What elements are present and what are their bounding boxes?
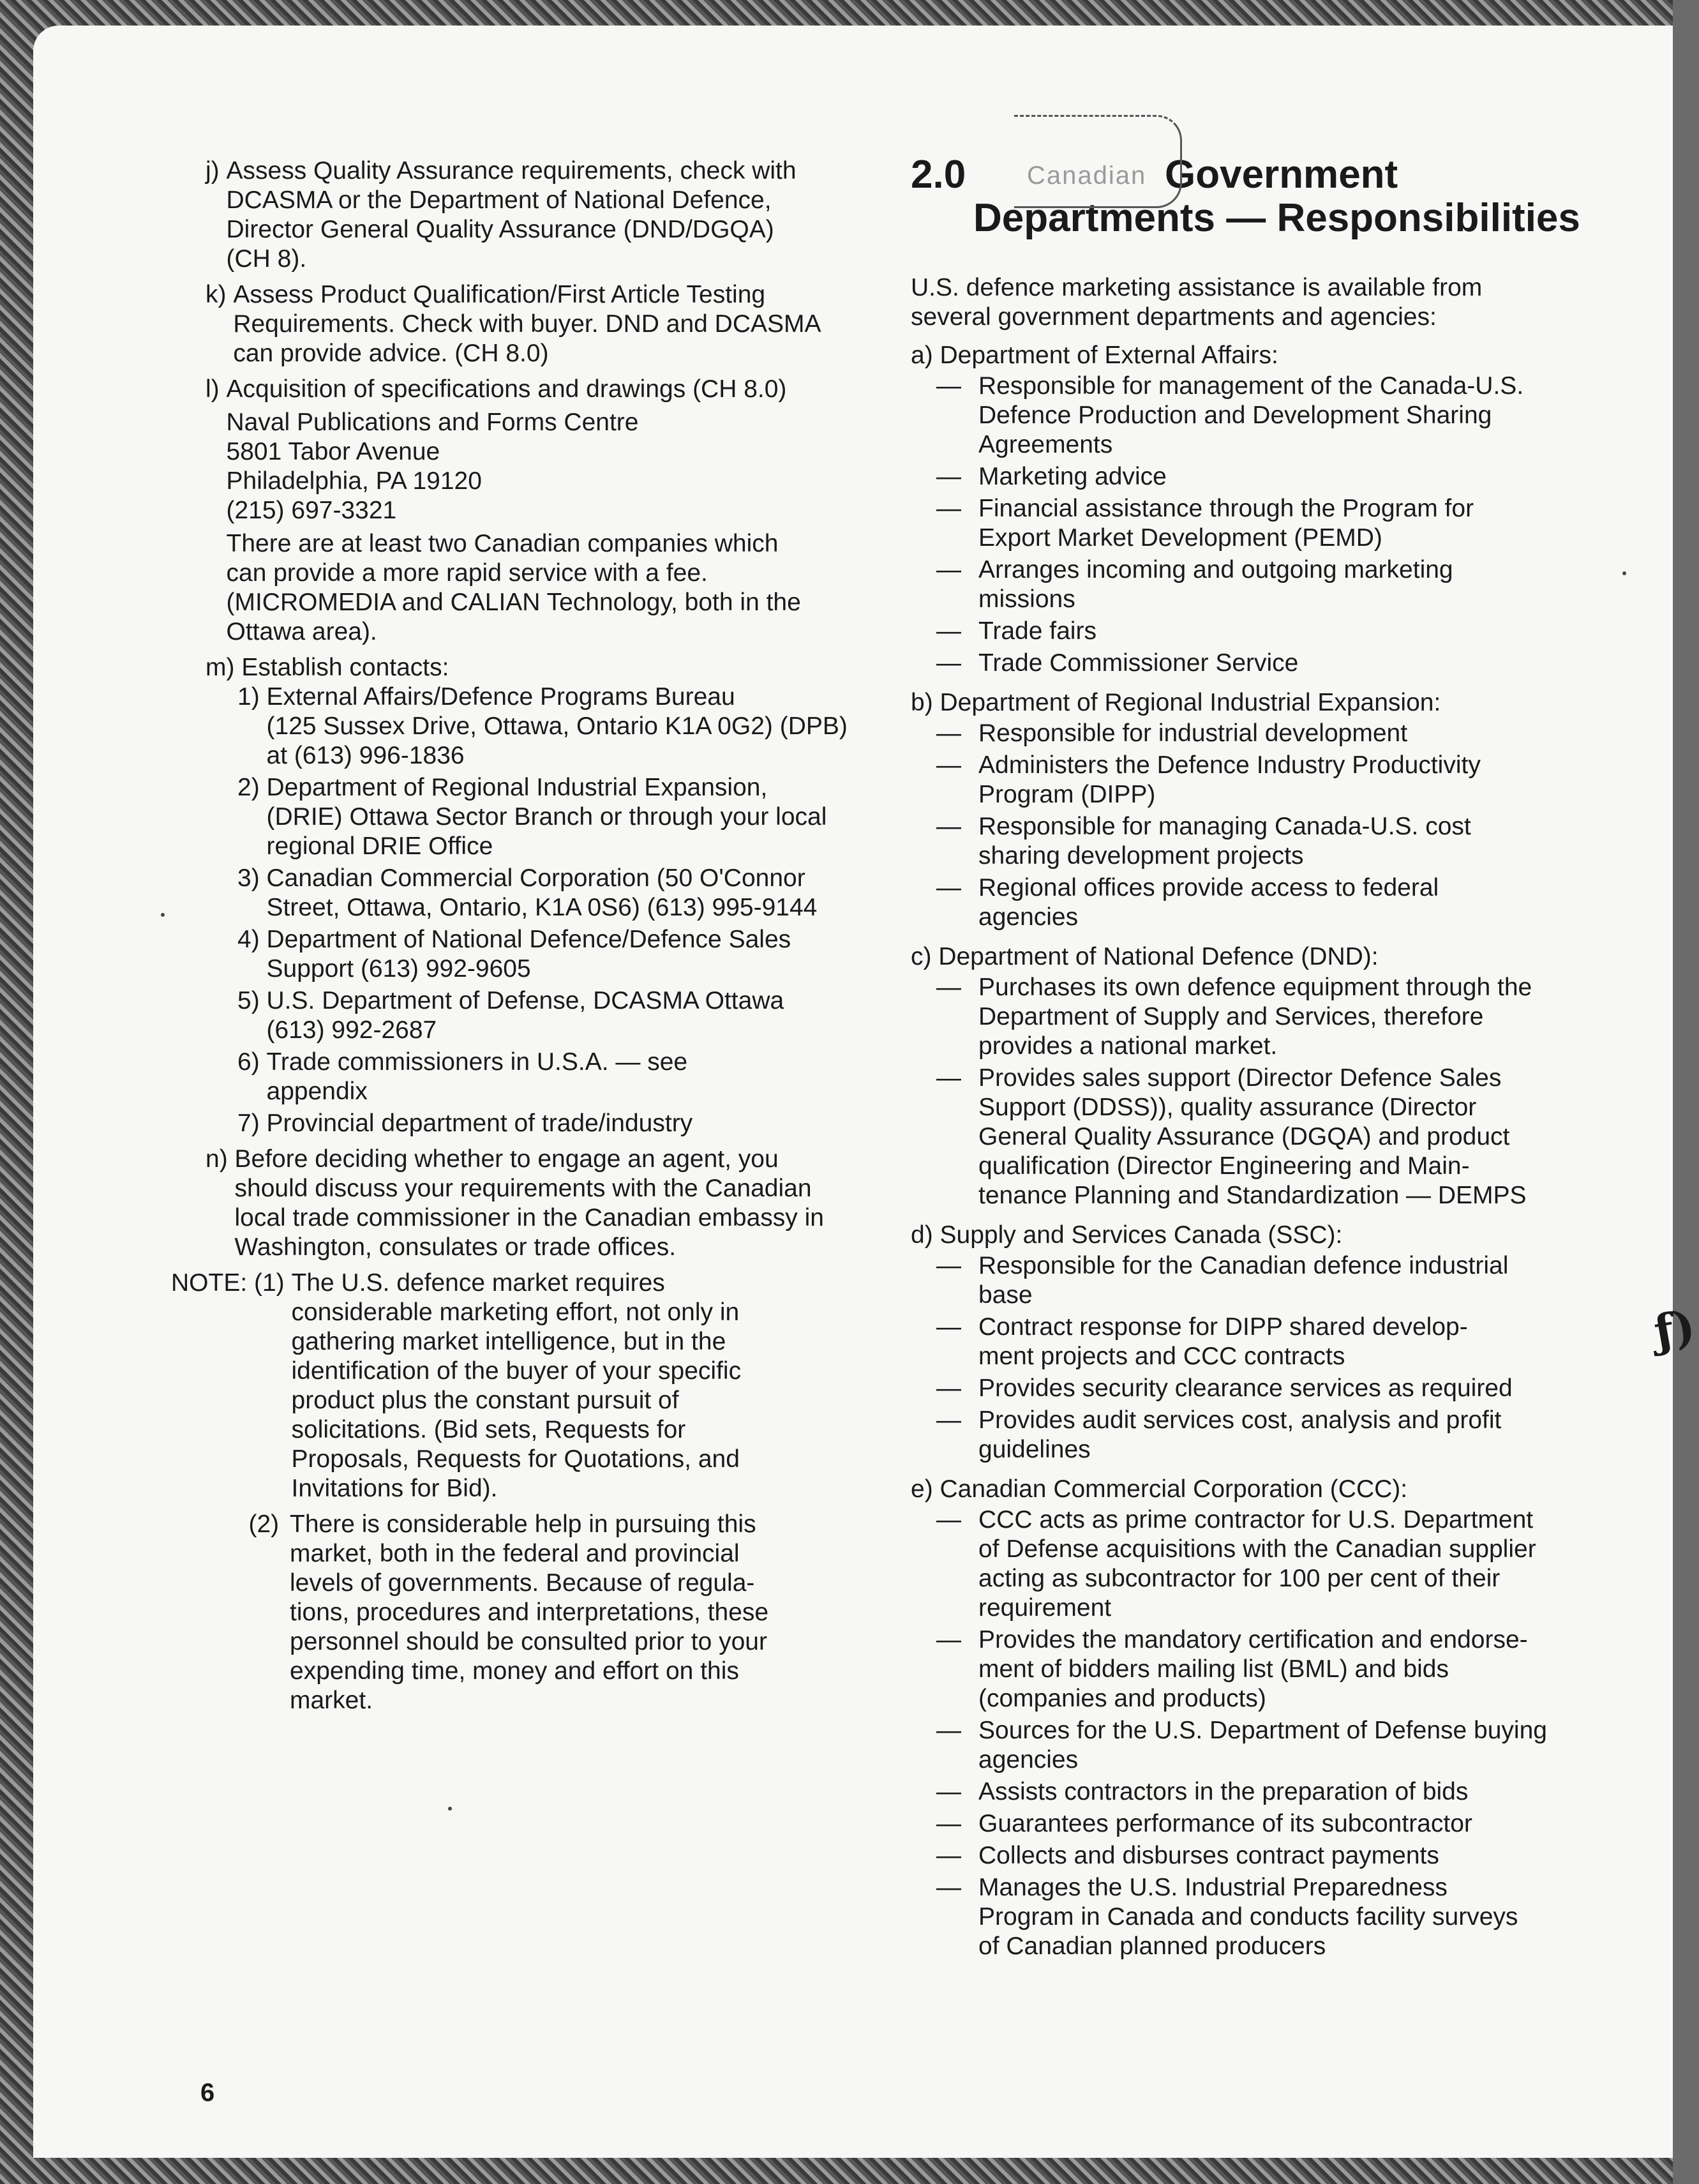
text-line: The U.S. defence market requires bbox=[291, 1269, 665, 1297]
speck bbox=[1622, 571, 1626, 575]
responsibility-item bbox=[936, 462, 1594, 492]
responsibility-list bbox=[936, 1505, 1594, 1961]
responsibility-text bbox=[978, 1625, 1594, 1713]
text-line: can provide advice. (CH 8.0) bbox=[233, 340, 549, 367]
text-line: Trade Commissioner Service bbox=[978, 649, 1299, 677]
entry-number: 2) bbox=[237, 774, 267, 801]
responsibility-item bbox=[936, 1406, 1594, 1465]
text-line: U.S. defence marketing assistance is available from bbox=[911, 274, 1483, 301]
text-line: Sources for the U.S. Department of Defense buying bbox=[978, 1717, 1547, 1744]
responsibility-item bbox=[936, 1625, 1594, 1713]
contact-entry bbox=[237, 773, 882, 861]
entry-text bbox=[267, 773, 882, 861]
responsibility-text bbox=[978, 1716, 1594, 1775]
text-line: Department of Supply and Services, therefore bbox=[978, 1003, 1484, 1030]
item-label: l) bbox=[206, 375, 227, 403]
text-line: of Canadian planned producers bbox=[978, 1932, 1326, 1960]
item-text: Establish contacts: bbox=[241, 654, 449, 681]
text-line: Support (613) 992-9605 bbox=[266, 955, 531, 983]
dash-marker: — bbox=[936, 617, 961, 645]
text-line: There are at least two Canadian companies which bbox=[226, 530, 779, 557]
responsibility-item bbox=[936, 1841, 1594, 1871]
entry-text bbox=[267, 1048, 882, 1106]
text-line: Export Market Development (PEMD) bbox=[978, 524, 1382, 552]
text-line: agencies bbox=[978, 1746, 1079, 1774]
text-line: Canadian Commercial Corporation (50 O'Connor bbox=[266, 864, 805, 892]
text-line: (613) 992-2687 bbox=[266, 1016, 437, 1044]
text-line: ment of bidders mailing list (BML) and bids bbox=[978, 1655, 1449, 1683]
entry-number: 1) bbox=[237, 683, 267, 711]
contact-entry bbox=[237, 986, 882, 1045]
entry-number: 3) bbox=[237, 864, 267, 892]
text-line: U.S. Department of Defense, DCASMA Ottawa bbox=[266, 987, 784, 1014]
note-text bbox=[292, 1269, 882, 1503]
text-line: gathering market intelligence, but in the bbox=[291, 1328, 726, 1355]
department-entry bbox=[911, 688, 1594, 932]
entry-text bbox=[267, 864, 882, 923]
text-line: CCC acts as prime contractor for U.S. Department bbox=[978, 1506, 1534, 1533]
dash-marker: — bbox=[936, 813, 961, 840]
item-label: j) bbox=[206, 157, 227, 185]
text-line: should discuss your requirements with the Canadian bbox=[234, 1175, 812, 1202]
text-line: Responsible for management of the Canada-U.S. bbox=[978, 372, 1524, 400]
item-text bbox=[227, 156, 883, 274]
responsibility-item bbox=[936, 973, 1594, 1061]
entry-text bbox=[267, 1109, 882, 1138]
dash-marker: — bbox=[936, 1842, 961, 1869]
responsibility-text bbox=[978, 1406, 1594, 1465]
dash-marker: — bbox=[936, 719, 961, 747]
text-line: agencies bbox=[978, 903, 1079, 931]
text-line: sharing development projects bbox=[978, 842, 1304, 870]
text-line: several government departments and agencies: bbox=[911, 303, 1437, 331]
contact-entry bbox=[237, 925, 882, 984]
entry-text bbox=[267, 986, 882, 1045]
speck bbox=[448, 1807, 452, 1811]
text-line: Philadelphia, PA 19120 bbox=[226, 467, 482, 495]
text-line: Acquisition of specifications and drawings (CH 8.0) bbox=[226, 375, 787, 403]
text-line: Trade commissioners in U.S.A. — see bbox=[266, 1048, 688, 1076]
text-line: Street, Ottawa, Ontario, K1A 0S6) (613) 995-9144 bbox=[266, 894, 818, 921]
responsibility-item bbox=[936, 1777, 1594, 1807]
text-line: Department of National Defence/Defence Sales bbox=[266, 926, 791, 953]
text-line: of Defense acquisitions with the Canadian supplier bbox=[978, 1535, 1536, 1563]
text-line: at (613) 996-1836 bbox=[266, 742, 465, 769]
dash-marker: — bbox=[936, 1064, 961, 1092]
text-line: Responsible for the Canadian defence industrial bbox=[978, 1252, 1509, 1279]
note-block bbox=[171, 1269, 882, 1715]
contacts-item bbox=[206, 653, 882, 1138]
dash-marker: — bbox=[936, 1313, 961, 1341]
text-line: Contract response for DIPP shared develop- bbox=[978, 1313, 1468, 1341]
text-line: Regional offices provide access to federal bbox=[978, 874, 1439, 901]
note-text bbox=[290, 1510, 882, 1715]
page-number: 6 bbox=[200, 2079, 215, 2107]
text-line: considerable marketing effort, not only in bbox=[291, 1299, 740, 1326]
note-2 bbox=[171, 1510, 882, 1715]
text-line: can provide a more rapid service with a fee. bbox=[226, 559, 708, 587]
stamp-text: Canadian bbox=[1027, 162, 1147, 190]
responsibility-text bbox=[978, 973, 1594, 1061]
right-column bbox=[911, 153, 1594, 1971]
text-line: Marketing advice bbox=[978, 463, 1167, 490]
text-line: base bbox=[978, 1281, 1033, 1309]
item-text bbox=[227, 375, 883, 647]
text-line: regional DRIE Office bbox=[266, 832, 493, 860]
text-line: provides a national market. bbox=[978, 1032, 1278, 1060]
dash-marker: — bbox=[936, 751, 961, 779]
dash-marker: — bbox=[936, 463, 961, 490]
responsibility-text bbox=[978, 1251, 1594, 1310]
text-line: DCASMA or the Department of National Defence, bbox=[226, 186, 772, 214]
text-line: Guarantees performance of its subcontractor bbox=[978, 1810, 1472, 1837]
note-label: (2) bbox=[248, 1510, 286, 1538]
text-line: local trade commissioner in the Canadian embassy in bbox=[234, 1204, 824, 1231]
responsibility-text bbox=[978, 617, 1594, 646]
contact-entry bbox=[237, 682, 882, 771]
contact-entry bbox=[237, 1048, 882, 1106]
department-title: a) Department of External Affairs: bbox=[911, 342, 1278, 369]
department-title: b) Department of Regional Industrial Expansion: bbox=[911, 689, 1441, 716]
responsibility-text bbox=[978, 751, 1594, 810]
dash-marker: — bbox=[936, 556, 961, 584]
contacts-heading bbox=[206, 653, 882, 682]
list-item bbox=[206, 280, 882, 368]
department-entry bbox=[911, 1475, 1594, 1961]
responsibility-text bbox=[978, 1374, 1594, 1403]
text-line: Responsible for industrial development bbox=[978, 719, 1408, 747]
text-line: (DRIE) Ottawa Sector Branch or through your local bbox=[266, 803, 827, 831]
stamp-overlay bbox=[1014, 115, 1182, 208]
dash-marker: — bbox=[936, 495, 961, 522]
responsibility-item bbox=[936, 494, 1594, 553]
responsibility-list bbox=[936, 973, 1594, 1210]
text-line: (MICROMEDIA and CALIAN Technology, both in the bbox=[226, 589, 801, 616]
responsibility-text bbox=[978, 873, 1594, 932]
extra-paragraph bbox=[227, 529, 883, 647]
text-line: levels of governments. Because of regula- bbox=[290, 1569, 755, 1597]
text-line: Assists contractors in the preparation of bids bbox=[978, 1778, 1469, 1805]
responsibility-text bbox=[978, 812, 1594, 871]
text-line: Collects and disburses contract payments bbox=[978, 1842, 1439, 1869]
responsibility-text bbox=[978, 649, 1594, 678]
responsibility-text bbox=[978, 462, 1594, 492]
responsibility-text bbox=[978, 1505, 1594, 1623]
contacts-list bbox=[237, 682, 882, 1138]
item-text bbox=[233, 280, 882, 368]
item-label: n) bbox=[206, 1145, 235, 1173]
responsibility-item bbox=[936, 1716, 1594, 1775]
item-text bbox=[235, 1145, 882, 1262]
dash-marker: — bbox=[936, 1626, 961, 1653]
responsibility-list bbox=[936, 372, 1594, 678]
text-line: market. bbox=[290, 1687, 373, 1714]
dash-marker: — bbox=[936, 1252, 961, 1279]
text-line: Requirements. Check with buyer. DND and DCASMA bbox=[233, 310, 821, 338]
responsibility-item bbox=[936, 1313, 1594, 1371]
dash-marker: — bbox=[936, 649, 961, 677]
responsibility-text bbox=[978, 1064, 1594, 1210]
entry-text bbox=[267, 682, 882, 771]
text-line: Program (DIPP) bbox=[978, 781, 1156, 808]
text-line: guidelines bbox=[978, 1436, 1091, 1463]
text-line: Naval Publications and Forms Centre bbox=[226, 409, 639, 436]
department-title: e) Canadian Commercial Corporation (CCC): bbox=[911, 1475, 1408, 1503]
text-line: ment projects and CCC contracts bbox=[978, 1343, 1345, 1370]
dash-marker: — bbox=[936, 1506, 961, 1533]
text-line: 5801 Tabor Avenue bbox=[226, 438, 440, 465]
list-item bbox=[206, 375, 882, 647]
entry-number: 7) bbox=[237, 1110, 267, 1137]
text-line: tenance Planning and Standardization — DEMPS bbox=[978, 1182, 1527, 1209]
responsibility-list bbox=[936, 719, 1594, 932]
text-line: (215) 697-3321 bbox=[226, 497, 397, 524]
text-line: appendix bbox=[266, 1078, 368, 1105]
text-line: market, both in the federal and provincial bbox=[290, 1540, 740, 1567]
text-line: Assess Product Qualification/First Article Testing bbox=[233, 281, 766, 308]
text-line: Before deciding whether to engage an agent, you bbox=[234, 1145, 779, 1173]
item-label: k) bbox=[206, 281, 234, 308]
text-line: Assess Quality Assurance requirements, check with bbox=[226, 157, 797, 185]
responsibility-item bbox=[936, 555, 1594, 614]
department-entry bbox=[911, 1221, 1594, 1465]
text-line: expending time, money and effort on this bbox=[290, 1657, 739, 1685]
text-line: Provides audit services cost, analysis and profit bbox=[978, 1406, 1502, 1434]
text-line: Director General Quality Assurance (DND/DGQA) bbox=[226, 216, 774, 243]
entry-number: 5) bbox=[237, 987, 267, 1014]
dash-marker: — bbox=[936, 874, 961, 901]
responsibility-item bbox=[936, 617, 1594, 646]
dash-marker: — bbox=[936, 1810, 961, 1837]
text-line: Provides security clearance services as required bbox=[978, 1374, 1513, 1402]
text-line: acting as subcontractor for 100 per cent of their bbox=[978, 1565, 1501, 1592]
text-line: There is considerable help in pursuing this bbox=[290, 1510, 756, 1538]
heading-text: Government bbox=[1165, 153, 1398, 197]
text-line: qualification (Director Engineering and Main- bbox=[978, 1152, 1470, 1180]
margin-handwriting: ƒ) bbox=[1650, 1299, 1699, 1359]
contact-entry bbox=[237, 864, 882, 923]
department-entry bbox=[911, 341, 1594, 678]
entry-text bbox=[267, 925, 882, 984]
text-line: Arranges incoming and outgoing marketing bbox=[978, 556, 1453, 584]
responsibility-item bbox=[936, 1251, 1594, 1310]
text-line: missions bbox=[978, 585, 1075, 613]
text-line: Trade fairs bbox=[978, 617, 1096, 645]
text-line: Purchases its own defence equipment through the bbox=[978, 974, 1532, 1001]
department-title: c) Department of National Defence (DND): bbox=[911, 943, 1379, 970]
text-line: External Affairs/Defence Programs Bureau bbox=[266, 683, 735, 711]
list-item bbox=[206, 1145, 882, 1262]
responsibility-text bbox=[978, 719, 1594, 748]
responsibility-item bbox=[936, 751, 1594, 810]
entry-number: 4) bbox=[237, 926, 267, 953]
responsibility-text bbox=[978, 1809, 1594, 1839]
text-line: Department of Regional Industrial Expansion, bbox=[266, 774, 768, 801]
responsibility-item bbox=[936, 812, 1594, 871]
dash-marker: — bbox=[936, 974, 961, 1001]
section-number: 2.0 bbox=[911, 153, 966, 197]
responsibility-item bbox=[936, 649, 1594, 678]
section-heading bbox=[911, 153, 1594, 240]
dash-marker: — bbox=[936, 1778, 961, 1805]
speck bbox=[161, 913, 165, 917]
text-line: Financial assistance through the Program for bbox=[978, 495, 1474, 522]
text-line: Defence Production and Development Sharing bbox=[978, 402, 1492, 429]
entry-number: 6) bbox=[237, 1048, 267, 1076]
responsibility-item bbox=[936, 873, 1594, 932]
text-line: Manages the U.S. Industrial Preparedness bbox=[978, 1874, 1448, 1901]
responsibility-text bbox=[978, 1873, 1594, 1961]
responsibility-list bbox=[936, 1251, 1594, 1465]
text-line: product plus the constant pursuit of bbox=[291, 1387, 679, 1414]
responsibility-item bbox=[936, 1873, 1594, 1961]
dash-marker: — bbox=[936, 1374, 961, 1402]
left-column bbox=[171, 156, 882, 1722]
responsibility-item bbox=[936, 1374, 1594, 1403]
text-line: Ottawa area). bbox=[226, 618, 377, 645]
responsibility-text bbox=[978, 555, 1594, 614]
dash-marker: — bbox=[936, 1406, 961, 1434]
text-line: Washington, consulates or trade offices. bbox=[234, 1233, 677, 1261]
item-label: m) bbox=[206, 654, 242, 681]
text-line: solicitations. (Bid sets, Requests for bbox=[291, 1416, 686, 1443]
intro-paragraph bbox=[911, 273, 1594, 332]
text-line: Program in Canada and conducts facility surveys bbox=[978, 1903, 1518, 1931]
text-line: General Quality Assurance (DGQA) and product bbox=[978, 1123, 1510, 1150]
responsibility-text bbox=[978, 1777, 1594, 1807]
dash-marker: — bbox=[936, 372, 961, 400]
note-label: NOTE: (1) bbox=[171, 1269, 292, 1297]
text-line: Support (DDSS)), quality assurance (Director bbox=[978, 1094, 1477, 1121]
responsibility-text bbox=[978, 1841, 1594, 1871]
department-entry bbox=[911, 942, 1594, 1210]
responsibility-item bbox=[936, 719, 1594, 748]
text-line: Invitations for Bid). bbox=[291, 1475, 498, 1502]
contact-entry bbox=[237, 1109, 882, 1138]
responsibility-item bbox=[936, 372, 1594, 460]
text-line: Provides the mandatory certification and endorse- bbox=[978, 1626, 1528, 1653]
address-block bbox=[227, 408, 883, 525]
dash-marker: — bbox=[936, 1874, 961, 1901]
responsibility-item bbox=[936, 1505, 1594, 1623]
text-line: Provincial department of trade/industry bbox=[266, 1110, 693, 1137]
text-line: (companies and products) bbox=[978, 1685, 1266, 1712]
text-line: Provides sales support (Director Defence Sales bbox=[978, 1064, 1502, 1092]
responsibility-item bbox=[936, 1064, 1594, 1210]
text-line: Administers the Defence Industry Productivity bbox=[978, 751, 1481, 779]
text-line: Agreements bbox=[978, 431, 1113, 458]
responsibility-text bbox=[978, 494, 1594, 553]
text-line: (125 Sussex Drive, Ottawa, Ontario K1A 0G2) (DPB) bbox=[266, 712, 848, 740]
text-line: (CH 8). bbox=[226, 245, 307, 273]
text-line: requirement bbox=[978, 1594, 1112, 1622]
list-item bbox=[206, 156, 882, 274]
text-line: identification of the buyer of your specific bbox=[291, 1357, 742, 1385]
text-line: Responsible for managing Canada-U.S. cost bbox=[978, 813, 1471, 840]
responsibility-item bbox=[936, 1809, 1594, 1839]
responsibility-text bbox=[978, 1313, 1594, 1371]
text-line: tions, procedures and interpretations, these bbox=[290, 1599, 769, 1626]
heading-line-2: Departments — Responsibilities bbox=[973, 196, 1580, 240]
dash-marker: — bbox=[936, 1717, 961, 1744]
responsibility-text bbox=[978, 372, 1594, 460]
text-line: personnel should be consulted prior to your bbox=[290, 1628, 767, 1655]
note-1 bbox=[171, 1269, 882, 1503]
text-line: Proposals, Requests for Quotations, and bbox=[291, 1445, 740, 1473]
department-title: d) Supply and Services Canada (SSC): bbox=[911, 1221, 1343, 1249]
document-page bbox=[33, 26, 1699, 2158]
